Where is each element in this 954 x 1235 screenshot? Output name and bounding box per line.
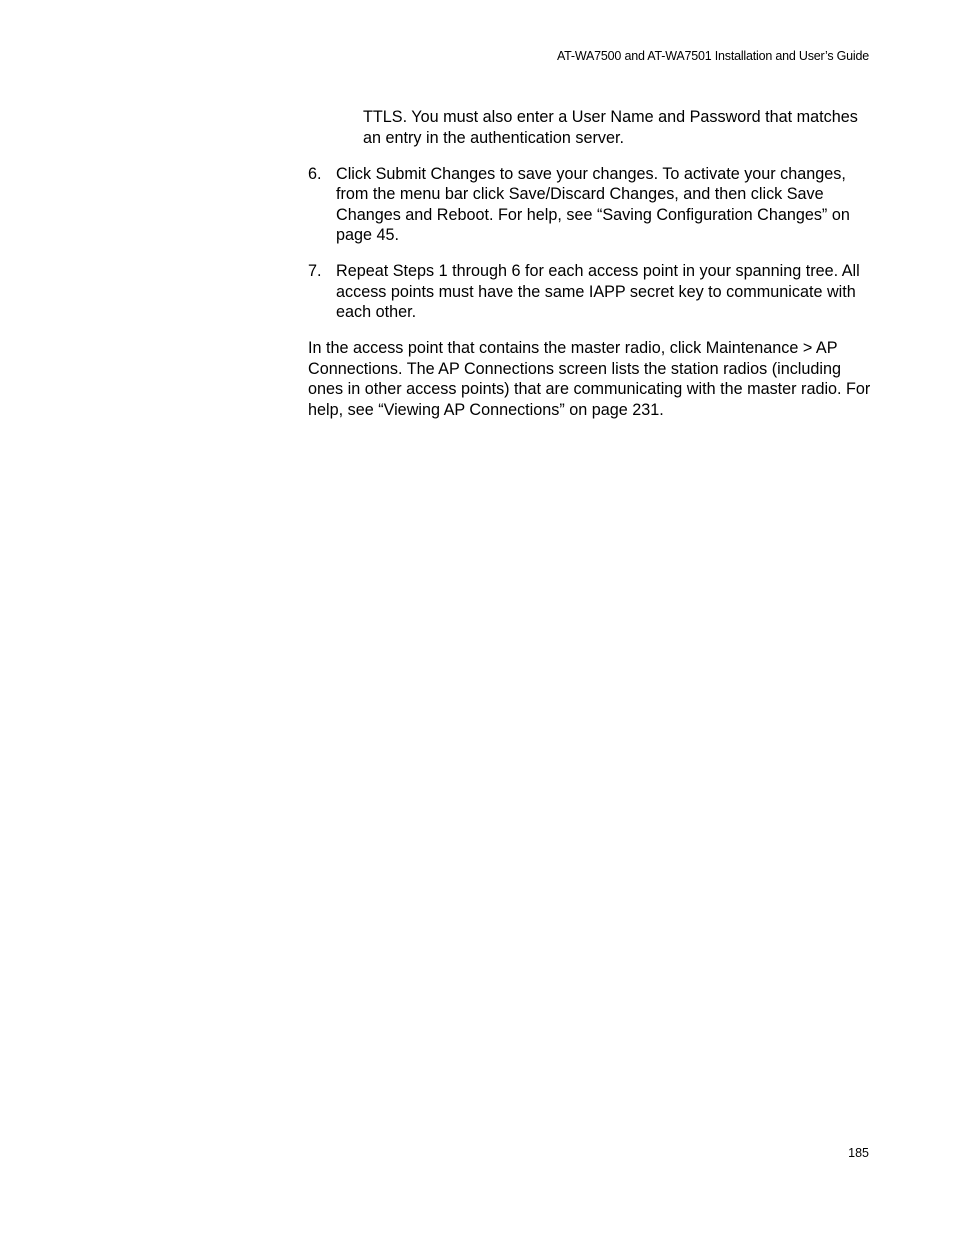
body-paragraph: In the access point that contains the master radio, click Maintenance > AP Connections. The AP Connections screen lists the station radios (including ones in other access points) that are communicating with the master radio. For help, see “Viewing AP Connections” on page 231. <box>308 339 871 419</box>
list-item <box>308 164 874 246</box>
list-item <box>308 261 874 323</box>
step-number: 7. <box>308 262 322 280</box>
page-number: 185 <box>848 1146 869 1160</box>
step-text: Click Submit Changes to save your changes. To activate your changes, from the menu bar click Save/Discard Changes, and then click Save Changes and Reboot. For help, see “Saving Configuration Changes” on page 45. <box>336 164 850 244</box>
continuation-paragraph: TTLS. You must also enter a User Name and Password that matches an entry in the authentication server. <box>363 108 858 147</box>
running-header: AT-WA7500 and AT-WA7501 Installation and User’s Guide <box>556 49 869 63</box>
step-number: 6. <box>308 164 322 183</box>
step-text: Repeat Steps 1 through 6 for each access point in your spanning tree. All access points must have the same IAPP secret key to communicate with each other. <box>336 262 860 321</box>
page-content <box>308 107 874 420</box>
